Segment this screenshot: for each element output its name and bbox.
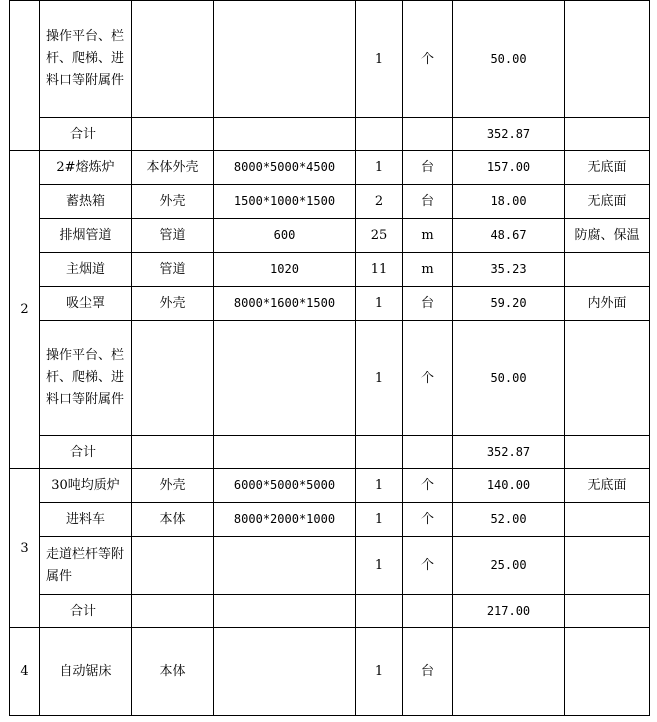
table-row [10,1,650,118]
table-row [10,219,650,253]
item-qty: 1 [356,537,403,595]
item-unit: 个 [403,469,453,503]
item-note [565,1,650,118]
item-name: 蓄热箱 [40,185,132,219]
item-qty: 1 [356,321,403,436]
item-spec: 8000*5000*4500 [214,151,356,185]
item-note: 防腐、保温 [565,219,650,253]
item-part: 本体 [132,503,214,537]
item-name: 操作平台、栏杆、爬梯、进料口等附属件 [40,321,132,436]
group-id-cell: 4 [10,628,40,716]
total-label: 合计 [40,118,132,151]
item-spec [214,628,356,716]
equipment-table [9,0,650,716]
item-note: 无底面 [565,151,650,185]
item-unit: 个 [403,503,453,537]
total-row [10,595,650,628]
item-amount: 18.00 [453,185,565,219]
table-row [10,287,650,321]
item-note: 无底面 [565,469,650,503]
item-qty: 2 [356,185,403,219]
item-part: 本体外壳 [132,151,214,185]
table-row [10,151,650,185]
item-note: 无底面 [565,185,650,219]
item-unit: 个 [403,321,453,436]
item-unit: 台 [403,287,453,321]
item-qty: 1 [356,151,403,185]
item-name: 进料车 [40,503,132,537]
item-amount: 140.00 [453,469,565,503]
item-unit: 台 [403,185,453,219]
group-id-cell: 2 [10,151,40,469]
total-amount: 217.00 [453,595,565,628]
item-amount: 48.67 [453,219,565,253]
total-row [10,118,650,151]
table-row [10,537,650,595]
item-spec [214,1,356,118]
item-unit: 台 [403,151,453,185]
item-part: 管道 [132,219,214,253]
item-spec: 6000*5000*5000 [214,469,356,503]
item-amount: 157.00 [453,151,565,185]
item-name: 吸尘罩 [40,287,132,321]
item-spec: 1020 [214,253,356,287]
item-spec: 1500*1000*1500 [214,185,356,219]
item-qty: 1 [356,1,403,118]
item-part: 外壳 [132,469,214,503]
item-part [132,1,214,118]
item-name: 2#熔炼炉 [40,151,132,185]
group-id-cell: 3 [10,469,40,628]
item-name: 30吨均质炉 [40,469,132,503]
item-unit: 个 [403,1,453,118]
item-note [565,503,650,537]
table-row [10,321,650,436]
item-name: 走道栏杆等附属件 [40,537,132,595]
item-qty: 1 [356,628,403,716]
item-note: 内外面 [565,287,650,321]
item-qty: 1 [356,287,403,321]
item-qty: 1 [356,503,403,537]
item-spec [214,537,356,595]
total-label: 合计 [40,595,132,628]
item-spec: 600 [214,219,356,253]
item-qty: 25 [356,219,403,253]
item-name: 操作平台、栏杆、爬梯、进料口等附属件 [40,1,132,118]
item-note [565,628,650,716]
item-part: 外壳 [132,185,214,219]
item-part: 外壳 [132,287,214,321]
item-unit: 台 [403,628,453,716]
item-unit: m [403,219,453,253]
item-note [565,537,650,595]
total-amount: 352.87 [453,436,565,469]
item-amount: 35.23 [453,253,565,287]
item-spec [214,321,356,436]
total-amount: 352.87 [453,118,565,151]
item-unit: 个 [403,537,453,595]
item-part [132,537,214,595]
item-name: 排烟管道 [40,219,132,253]
item-amount: 50.00 [453,321,565,436]
item-qty: 11 [356,253,403,287]
item-part: 本体 [132,628,214,716]
item-amount: 59.20 [453,287,565,321]
table-row [10,185,650,219]
table-row [10,469,650,503]
item-amount: 50.00 [453,1,565,118]
item-spec: 8000*2000*1000 [214,503,356,537]
table-row [10,253,650,287]
total-row [10,436,650,469]
item-amount: 25.00 [453,537,565,595]
item-note [565,253,650,287]
total-label: 合计 [40,436,132,469]
item-qty: 1 [356,469,403,503]
item-amount [453,628,565,716]
table-row [10,628,650,716]
item-unit: m [403,253,453,287]
group-id-cell [10,1,40,151]
item-name: 主烟道 [40,253,132,287]
item-part [132,321,214,436]
item-note [565,321,650,436]
item-spec: 8000*1600*1500 [214,287,356,321]
table-row [10,503,650,537]
item-name: 自动锯床 [40,628,132,716]
item-amount: 52.00 [453,503,565,537]
item-part: 管道 [132,253,214,287]
